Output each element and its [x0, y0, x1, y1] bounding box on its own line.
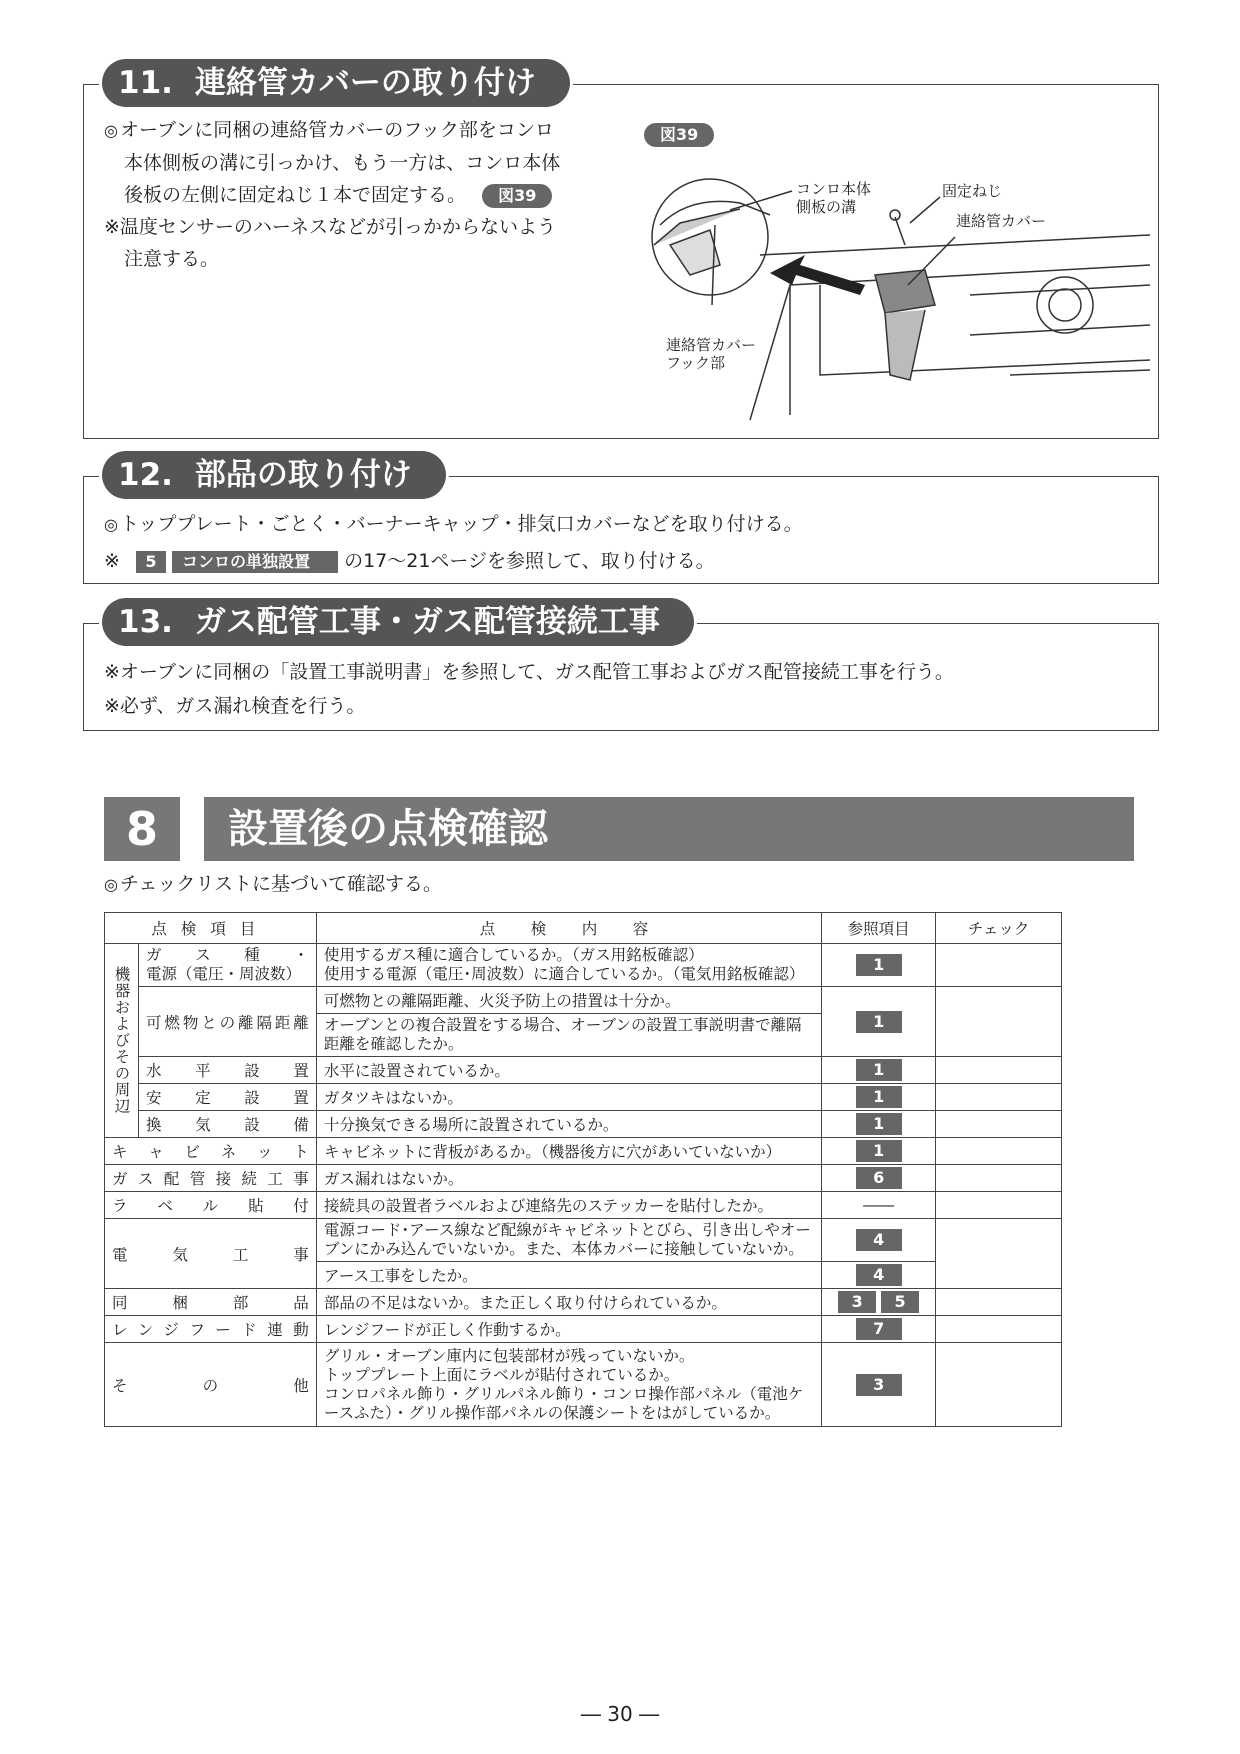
table-row — [105, 1289, 1062, 1316]
ref-badge: 6 — [856, 1167, 902, 1189]
row-content-line2: トッププレート上面にラベルが貼付されているか。 — [323, 1365, 680, 1384]
table-row — [105, 1084, 1062, 1111]
row-ref — [822, 1138, 936, 1165]
ref-badge: 1 — [856, 954, 902, 976]
table-row — [105, 944, 1062, 987]
ref-badge: 1 — [856, 1059, 902, 1081]
section-12-title: 部品の取り付け — [194, 457, 412, 493]
row-content-line1: 使用するガス種に適合しているか。（ガス用銘板確認） — [323, 946, 704, 964]
row-category: 電気工事 — [105, 1219, 317, 1289]
row-check-cell[interactable] — [936, 1057, 1062, 1084]
section-11-number: 11. — [118, 65, 173, 101]
row-ref — [822, 1084, 936, 1111]
row-category: ラベル貼付 — [105, 1192, 317, 1219]
ref-badge: 4 — [856, 1264, 902, 1286]
row-content-line3: コンロパネル飾り・グリルパネル飾り・コンロ操作部パネル（電池ケースふた）・グリル操作部パネルの保護シートをはがしているか。 — [323, 1384, 804, 1422]
label-groove-line1: コンロ本体 — [796, 180, 872, 198]
row-content: キャビネットに背板があるか。（機器後方に穴があいていないか） — [316, 1138, 821, 1165]
ref-section-number: 5 — [136, 551, 166, 573]
bullet-icon: ◎ — [104, 875, 118, 894]
chapter-title-box — [204, 797, 1134, 861]
row-check-cell[interactable] — [936, 1316, 1062, 1343]
row-content: レンジフードが正しく作動するか。 — [316, 1316, 821, 1343]
row-category: 水平設置 — [138, 1057, 316, 1084]
row-category-line2: 電源（電圧・周波数） — [145, 965, 301, 983]
note-mark: ※ — [104, 550, 120, 572]
row-content — [316, 1343, 821, 1427]
row-content — [316, 944, 821, 987]
section-13-note2: ※必ず、ガス漏れ検査を行う。 — [104, 695, 366, 717]
table-row — [105, 987, 1062, 1014]
section-13-number: 13. — [118, 604, 173, 640]
row-ref — [822, 1111, 936, 1138]
page-number: ― 30 ― — [580, 1702, 660, 1726]
table-row — [105, 1057, 1062, 1084]
row-content: ガス漏れはないか。 — [316, 1165, 821, 1192]
row-check-cell[interactable] — [936, 1138, 1062, 1165]
section-12-note-rest: の17～21ページを参照して、取り付ける。 — [344, 550, 715, 572]
chapter-number-box: 8 — [104, 797, 180, 861]
row-ref — [822, 1057, 936, 1084]
label-groove-line2: 側板の溝 — [796, 198, 857, 216]
row-category: 安定設置 — [138, 1084, 316, 1111]
row-category: 可燃物との離隔距離 — [138, 987, 316, 1057]
label-cover: 連絡管カバー — [956, 212, 1047, 230]
section-13-heading — [102, 598, 694, 646]
ref-badge: 3 — [856, 1374, 902, 1396]
row-check-cell[interactable] — [936, 1343, 1062, 1427]
row-content: 接続具の設置者ラベルおよび連絡先のステッカーを貼付したか。 — [316, 1192, 821, 1219]
header-content: 点 検 内 容 — [316, 913, 821, 944]
table-row — [105, 1343, 1062, 1427]
row-ref — [822, 1165, 936, 1192]
label-hook-line1: 連絡管カバー — [666, 336, 757, 354]
section-12-line1: トッププレート・ごとく・バーナーキャップ・排気口カバーなどを取り付ける。 — [119, 513, 803, 535]
label-screw: 固定ねじ — [942, 182, 1003, 200]
row-ref — [822, 1262, 936, 1289]
row-content: 水平に設置されているか。 — [316, 1057, 821, 1084]
row-category-line1: ガ ス 種 ・ — [145, 946, 309, 964]
row-ref — [822, 1316, 936, 1343]
section-13-note1: ※オーブンに同梱の「設置工事説明書」を参照して、ガス配管工事およびガス配管接続工事を行う。 — [104, 661, 954, 683]
section-13-body — [104, 656, 1144, 722]
row-ref — [822, 1219, 936, 1262]
ref-badge: 4 — [856, 1229, 902, 1251]
row-check-cell[interactable] — [936, 1084, 1062, 1111]
row-category: 換気設備 — [138, 1111, 316, 1138]
table-header-row — [105, 913, 1062, 944]
ref-badge: 1 — [856, 1140, 902, 1162]
figure-ref-badge: 図39 — [482, 184, 552, 208]
table-row — [105, 1138, 1062, 1165]
row-ref: ―― — [822, 1192, 936, 1219]
row-check-cell[interactable] — [936, 1165, 1062, 1192]
row-ref — [822, 1289, 936, 1316]
row-category — [138, 944, 316, 987]
section-11-line1: オーブンに同梱の連絡管カバーのフック部をコンロ — [119, 119, 554, 141]
section-12-body — [104, 508, 1144, 577]
table-row — [105, 1192, 1062, 1219]
label-groove — [796, 180, 871, 216]
figure-39-badge: 図39 — [644, 123, 714, 147]
section-11-line3: 後板の左側に固定ねじ１本で固定する。 — [124, 184, 467, 206]
section-12-number: 12. — [118, 457, 173, 493]
header-item: 点検項目 — [105, 913, 317, 944]
row-content: ガタツキはないか。 — [316, 1084, 821, 1111]
ref-badge: 1 — [856, 1011, 902, 1033]
row-check-cell[interactable] — [936, 987, 1062, 1057]
row-content: オーブンとの複合設置をする場合、オーブンの設置工事説明書で離隔距離を確認したか。 — [316, 1014, 821, 1057]
bullet-icon: ◎ — [104, 121, 118, 140]
section-12-heading — [102, 451, 446, 499]
row-check-cell[interactable] — [936, 1289, 1062, 1316]
row-category: キャビネット — [105, 1138, 317, 1165]
ref-badge: 1 — [856, 1086, 902, 1108]
figure-39-illustration — [650, 175, 1150, 425]
label-hook — [666, 336, 756, 372]
row-content: 十分換気できる場所に設置されているか。 — [316, 1111, 821, 1138]
ref-section-title: コンロの単独設置 — [172, 551, 338, 573]
row-content: 可燃物との離隔距離、火災予防上の措置は十分か。 — [316, 987, 821, 1014]
ref-badge: 3 — [838, 1291, 876, 1313]
section-11-note2: 注意する。 — [124, 248, 220, 270]
row-check-cell[interactable] — [936, 944, 1062, 987]
section-11-heading — [102, 59, 570, 107]
header-check: チェック — [936, 913, 1062, 944]
row-category: レンジフード連動 — [105, 1316, 317, 1343]
row-category: 同梱部品 — [105, 1289, 317, 1316]
row-content: 部品の不足はないか。また正しく取り付けられているか。 — [316, 1289, 821, 1316]
chapter-title: 設置後の点検確認 — [228, 806, 548, 852]
row-check-cell[interactable] — [936, 1111, 1062, 1138]
table-row — [105, 1316, 1062, 1343]
section-11-line2: 本体側板の溝に引っかけ、もう一方は、コンロ本体 — [124, 152, 561, 174]
row-content: アース工事をしたか。 — [316, 1262, 821, 1289]
table-row — [105, 1111, 1062, 1138]
row-check-cell[interactable] — [936, 1219, 1062, 1289]
label-hook-line2: フック部 — [666, 354, 725, 372]
chapter-intro — [104, 868, 442, 901]
section-13-title: ガス配管工事・ガス配管接続工事 — [194, 604, 660, 640]
row-content-line1: グリル・オーブン庫内に包装部材が残っていないか。 — [323, 1346, 695, 1365]
checklist-table — [104, 912, 1062, 1427]
row-ref — [822, 1343, 936, 1427]
section-11-body — [104, 114, 624, 275]
group-label: 機器およびその周辺 — [105, 944, 139, 1138]
row-category: その他 — [105, 1343, 317, 1427]
ref-badge: 1 — [856, 1113, 902, 1135]
section-11-note1: ※温度センサーのハーネスなどが引っかからないよう — [104, 216, 556, 238]
header-ref: 参照項目 — [822, 913, 936, 944]
table-row — [105, 1219, 1062, 1262]
row-ref — [822, 987, 936, 1057]
row-ref — [822, 944, 936, 987]
row-content: 電源コード･アース線など配線がキャビネットとびら、引き出しやオーブンにかみ込んでいないか。また、本体カバーに接触していないか。 — [316, 1219, 821, 1262]
section-11-title: 連絡管カバーの取り付け — [194, 65, 536, 101]
row-content-line2: 使用する電源（電圧･周波数）に適合しているか。（電気用銘板確認） — [323, 965, 805, 983]
row-check-cell[interactable] — [936, 1192, 1062, 1219]
row-category: ガス配管接続工事 — [105, 1165, 317, 1192]
chapter-intro-text: チェックリストに基づいて確認する。 — [119, 873, 443, 895]
ref-badge: 7 — [856, 1318, 902, 1340]
table-row — [105, 1165, 1062, 1192]
bullet-icon: ◎ — [104, 515, 118, 534]
ref-badge: 5 — [881, 1291, 919, 1313]
